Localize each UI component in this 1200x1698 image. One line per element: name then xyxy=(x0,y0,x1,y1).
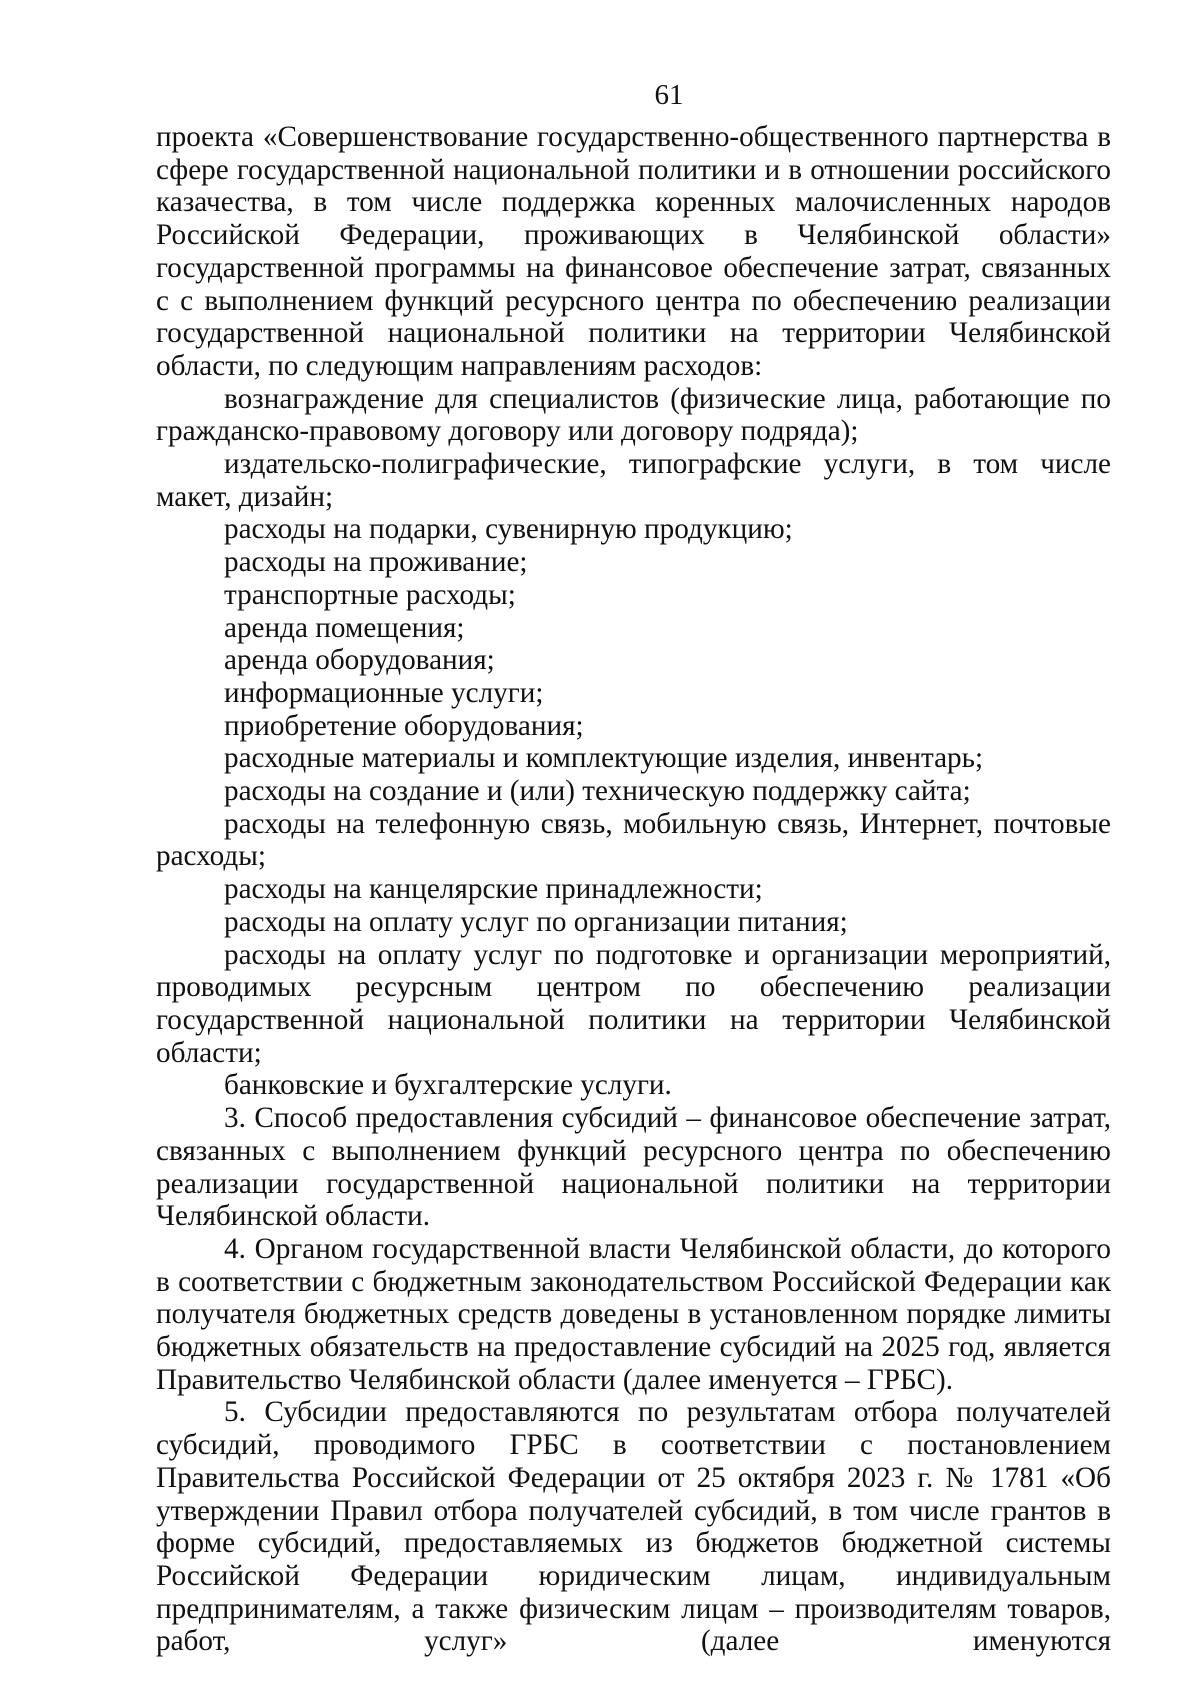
clause-4: 4. Органом государственной власти Челябинской области, до которого в соответствии с бюджетным законодательством Российской Федерации как получателя бюджетных средств доведены в установленном порядке лимиты бюджетных обязательств на предоставление субсидий на 2025 год, является Правительство Челябинской области (далее именуется – ГРБС). xyxy=(156,1232,1111,1396)
list-item-stationery: расходы на канцелярские принадлежности; xyxy=(224,873,763,906)
paragraph-project-continuation: проекта «Совершенствование государственно-общественного партнерства в сфере государственной национальной политики и в отношении российского казачества, в том числе поддержка коренных малочисленных народов Российской Федерации, проживающих в Челябинской области» государственной программы на финансовое обеспечение затрат, связанных с с выполнением функций ресурсного центра по обеспечению реализации государственной национальной политики на территории Челябинской области, по следующим направлениям расходов: xyxy=(156,121,1111,382)
list-item-equipment-rent: аренда оборудования; xyxy=(224,644,495,677)
list-item-information-services: информационные услуги; xyxy=(224,676,544,709)
list-item-consumables: расходные материалы и комплектующие изделия, инвентарь; xyxy=(224,742,984,775)
list-item-transport: транспортные расходы; xyxy=(224,578,516,611)
list-item-remuneration: вознаграждение для специалистов (физические лица, работающие по гражданско-правовому договору или договору подряда); xyxy=(156,382,1111,448)
list-item-equipment-purchase: приобретение оборудования; xyxy=(224,709,584,742)
list-item-communications: расходы на телефонную связь, мобильную связь, Интернет, почтовые расходы; xyxy=(156,807,1111,873)
list-item-printing-services: издательско-полиграфические, типографские услуги, в том числе макет, дизайн; xyxy=(156,448,1111,513)
page-number: 61 xyxy=(654,79,684,111)
list-item-catering: расходы на оплату услуг по организации питания; xyxy=(224,905,848,938)
list-item-banking: банковские и бухгалтерские услуги. xyxy=(224,1069,672,1102)
list-item-premises-rent: аренда помещения; xyxy=(224,611,465,644)
clause-5: 5. Субсидии предоставляются по результатам отбора получателей субсидий, проводимого ГРБС в соответствии с постановлением Правительства Российской Федерации от 25 октября 2023 г. № 1781 «Об утверждении Правил отбора получателей субсидий, в том числе грантов в форме субсидий, предоставляемых из бюджетов бюджетной системы Российской Федерации юридическим лицам, индивидуальным предпринимателям, а также физическим лицам – производителям товаров, работ, услуг» (далее именуются xyxy=(156,1396,1111,1658)
list-item-gifts: расходы на подарки, сувенирную продукцию; xyxy=(224,513,793,546)
list-item-website: расходы на создание и (или) техническую поддержку сайта; xyxy=(224,775,971,808)
list-item-events: расходы на оплату услуг по подготовке и организации мероприятий, проводимых ресурсным центром по обеспечению реализации государственной национальной политики на территории Челябинской области; xyxy=(156,938,1111,1069)
document-body xyxy=(156,121,1111,1658)
list-item-accommodation: расходы на проживание; xyxy=(224,546,528,579)
clause-3: 3. Способ предоставления субсидий – финансовое обеспечение затрат, связанных с выполнением функций ресурсного центра по обеспечению реализации государственной национальной политики на территории Челябинской области. xyxy=(156,1102,1111,1233)
